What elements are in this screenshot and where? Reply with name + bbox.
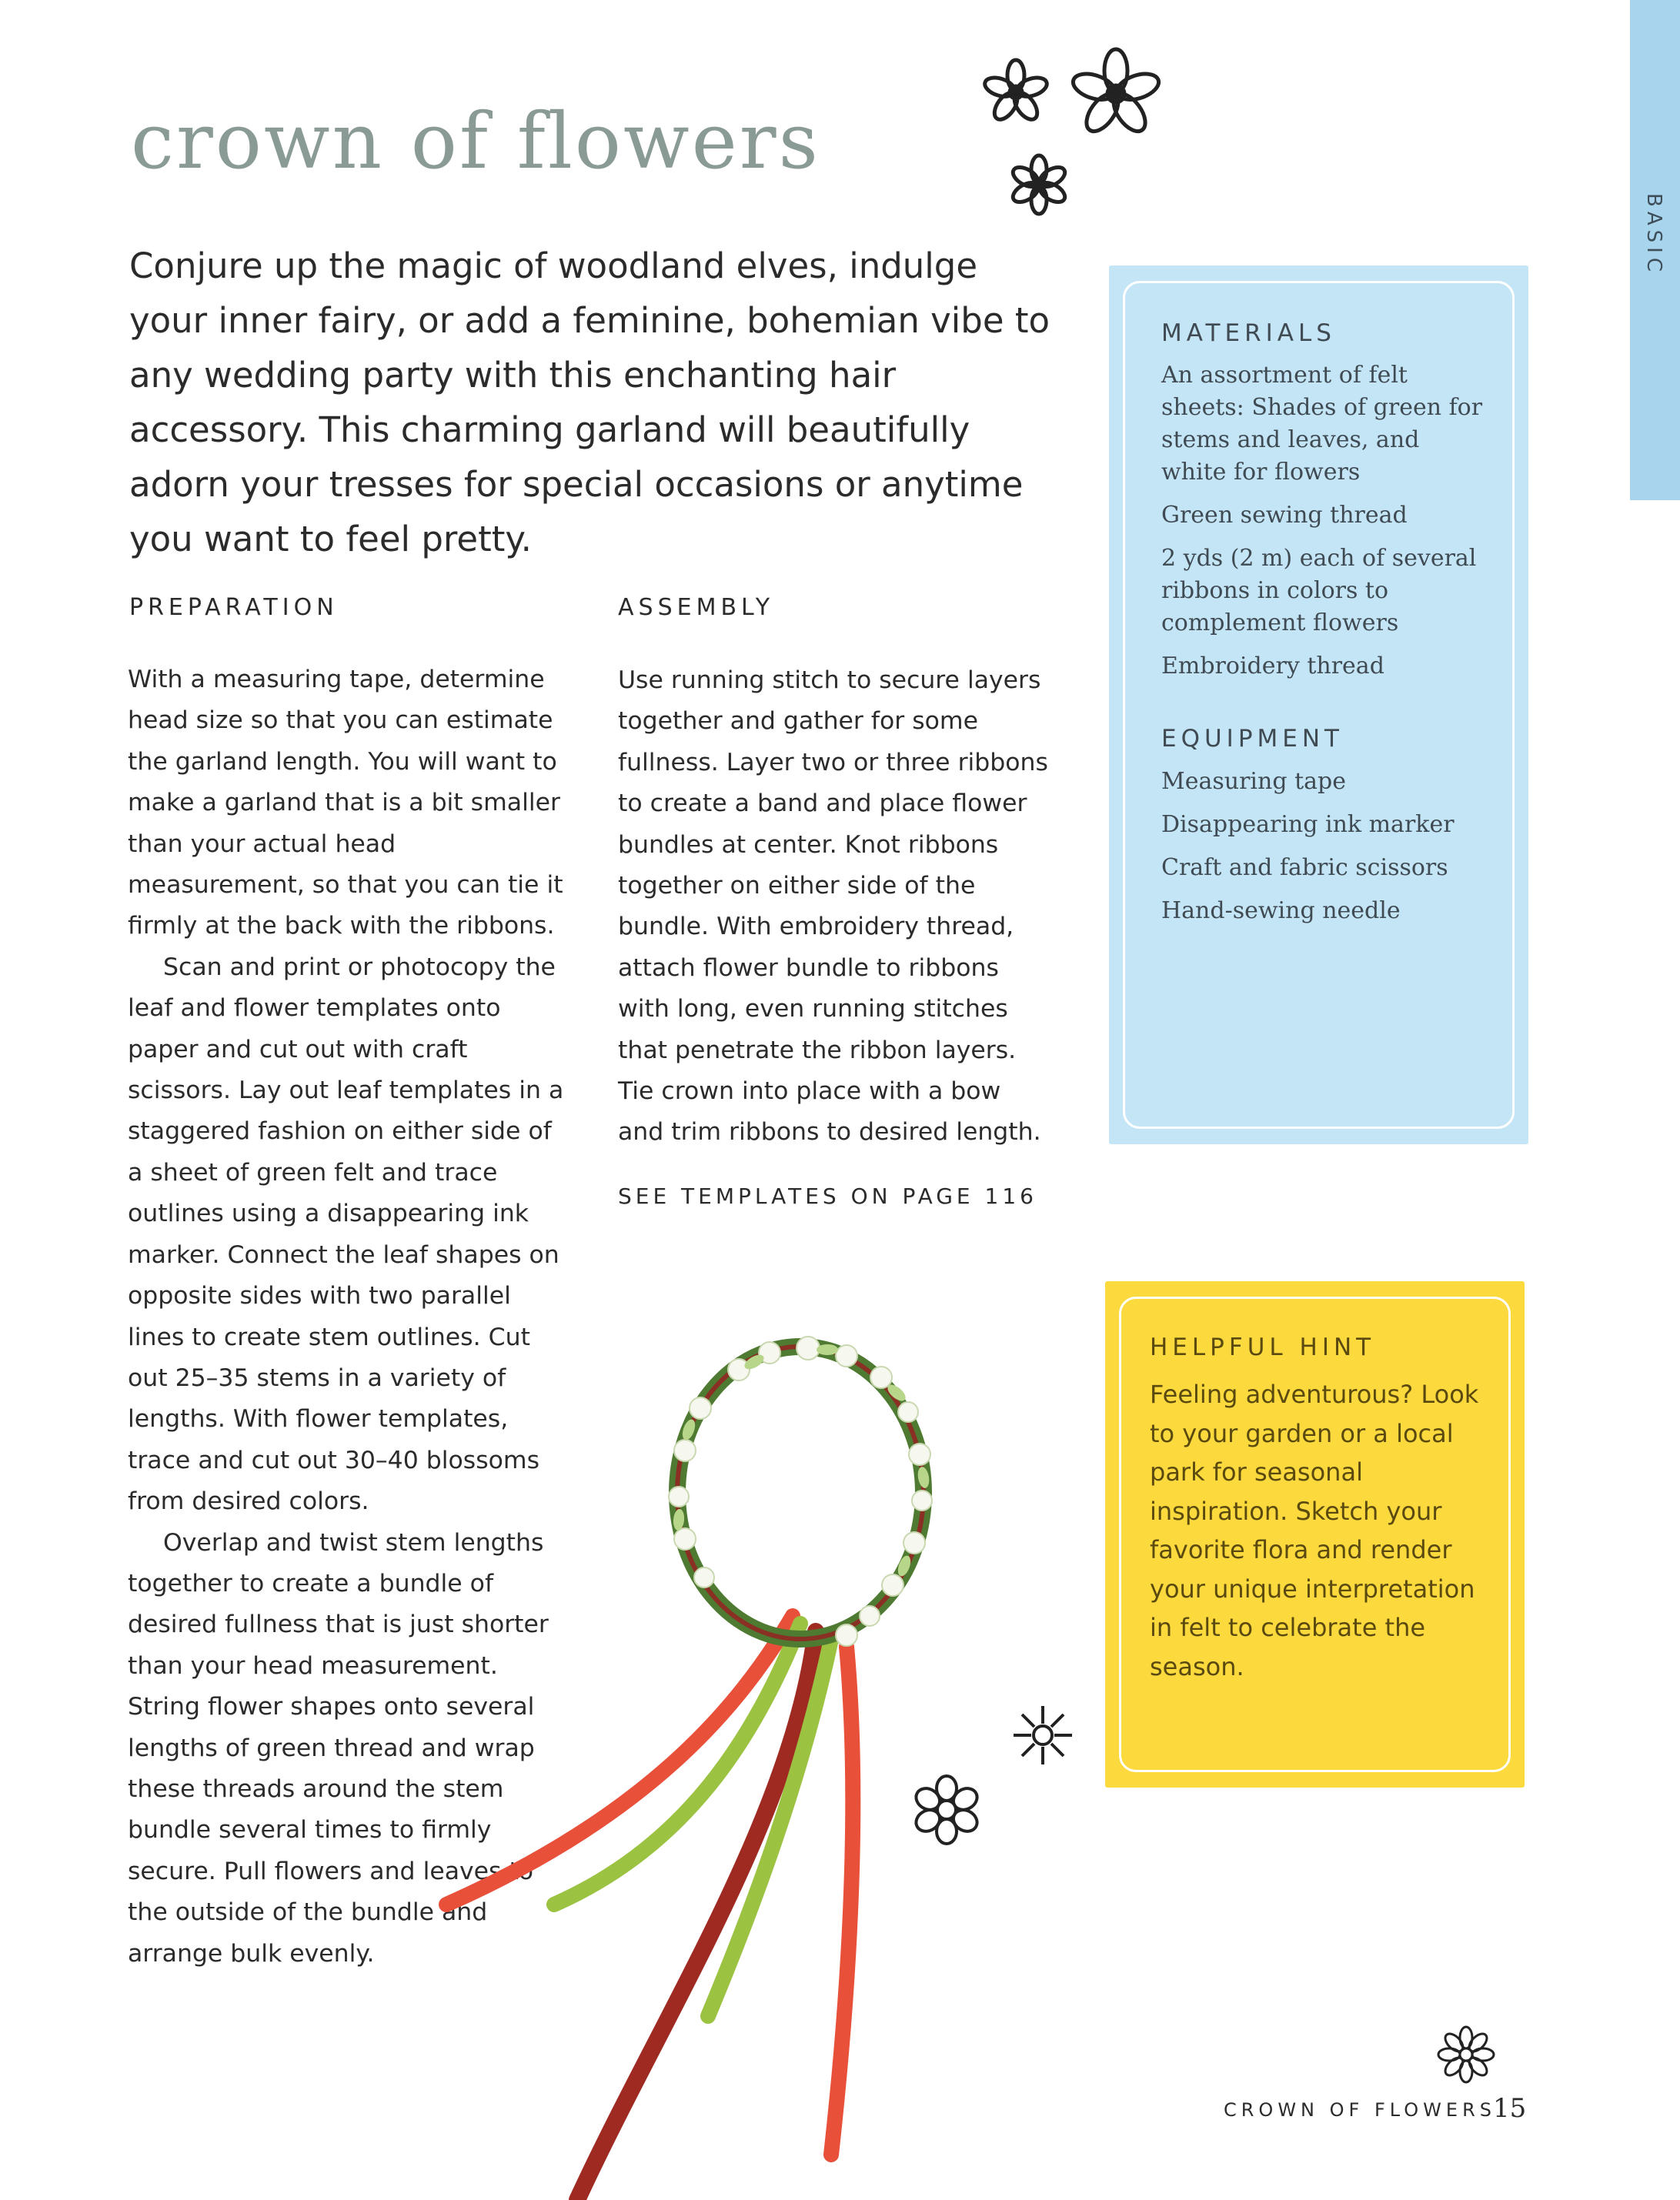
equipment-item: Disappearing ink marker	[1161, 811, 1455, 838]
materials-item: An assortment of felt sheets: Shades of green for stems and leaves, and white for flowers	[1161, 362, 1483, 486]
materials-heading: MATERIALS	[1161, 319, 1336, 347]
preparation-paragraph-1: With a measuring tape, determine head size so that you can estimate the garland length. You will want to make a garland that is a bit smaller than your actual head measurement, so that you can tie it firmly at the back with the ribbons.	[128, 666, 563, 940]
helpful-hint-heading: HELPFUL HINT	[1150, 1334, 1376, 1361]
equipment-heading: EQUIPMENT	[1161, 725, 1344, 753]
helpful-hint-box	[1105, 1281, 1525, 1788]
daisy-doodle-icon	[912, 1706, 1072, 1844]
materials-item: Embroidery thread	[1161, 653, 1384, 679]
preparation-heading: PREPARATION	[129, 594, 339, 621]
footer-flower-doodle-icon	[1431, 2024, 1501, 2085]
ribbon-coral-2	[831, 1647, 853, 2155]
flower-doodle-cluster	[974, 46, 1189, 223]
assembly-body	[618, 660, 1053, 1153]
flower-crown-photo	[431, 1339, 1108, 2200]
page-title: crown of flowers	[131, 96, 820, 186]
materials-list	[1161, 359, 1485, 693]
flower-doodle-icon	[983, 49, 1162, 214]
equipment-item: Measuring tape	[1161, 768, 1346, 795]
footer-label: CROWN OF FLOWERS	[1224, 2099, 1496, 2121]
materials-item: 2 yds (2 m) each of several ribbons in colors to complement flowers	[1161, 545, 1477, 636]
helpful-hint-text: Feeling adventurous? Look to your garden or a local park for seasonal inspiration. Sketch your favorite flora and render your unique interpretation in felt to celebrate the season.	[1150, 1380, 1479, 1681]
preparation-paragraph-3: Overlap and twist stem lengths together to create a bundle of desired fullness that is just shorter than your head measurement. String flower shapes onto several lengths of green thread and wrap these threads around the stem bundle several times to firmly secure. Pull flowers and leaves to the outside of the bundle and arrange bulk evenly.	[128, 1528, 549, 1968]
assembly-heading: ASSEMBLY	[618, 594, 775, 621]
side-tab-label: BASIC	[1642, 193, 1666, 276]
materials-box	[1109, 265, 1528, 1144]
wreath	[669, 1337, 932, 1646]
assembly-paragraph-1: Use running stitch to secure layers together and gather for some fullness. Layer two or three ribbons to create a band and place flower bundles at center. Knot ribbons together on either side of the bundle. With embroidery thread, attach flower bundle to ribbons with long, even running stitches that penetrate the ribbon layers. Tie crown into place with a bow and trim ribbons to desired length.	[618, 666, 1048, 1147]
materials-item: Green sewing thread	[1161, 502, 1408, 529]
see-templates-note: SEE TEMPLATES ON PAGE 116	[618, 1183, 1037, 1209]
intro-paragraph: Conjure up the magic of woodland elves, indulge your inner fairy, or add a feminine, bohemian vibe to any wedding party with this enchanting hair accessory. This charming garland will beautifully adorn your tresses for special occasions or anytime you want to feel pretty.	[129, 245, 1050, 559]
equipment-item: Craft and fabric scissors	[1161, 854, 1448, 881]
ribbon-dark-red	[577, 1631, 816, 2200]
equipment-list	[1161, 766, 1485, 938]
preparation-paragraph-2: Scan and print or photocopy the leaf and flower templates onto paper and cut out with craft scissors. Lay out leaf templates in a staggered fashion on either side of a sheet of green felt and trace outlines using a disappearing ink marker. Connect the leaf shapes on opposite sides with two parallel lines to create stem outlines. Cut out 25–35 stems in a variety of lengths. With flower templates, trace and cut out 30–40 blossoms from desired colors.	[128, 953, 564, 1516]
page-number: 15	[1493, 2093, 1527, 2124]
equipment-item: Hand-sewing needle	[1161, 897, 1401, 924]
side-tab-label-wrap	[1635, 185, 1673, 285]
